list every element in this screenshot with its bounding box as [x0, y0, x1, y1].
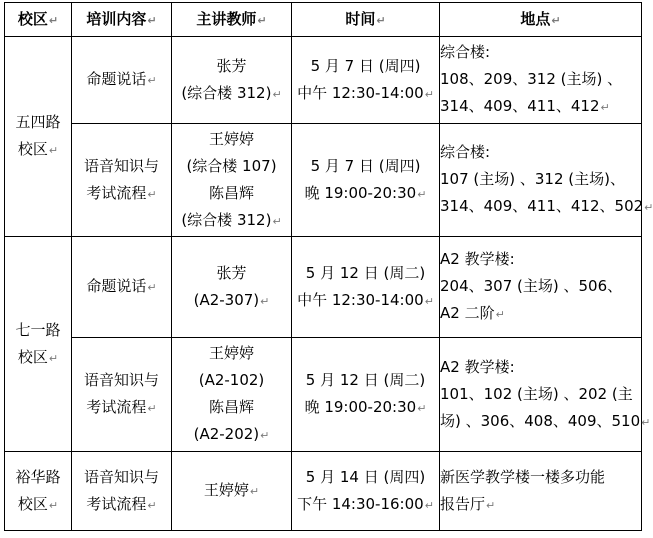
content-text: 考试流程↵: [86, 398, 157, 416]
teacher-room: (A2-202)↵: [193, 425, 270, 443]
teacher-room: (A2-102): [198, 371, 265, 389]
content-text: 语音知识与: [83, 467, 159, 486]
paragraph-mark-icon: ↵: [147, 281, 157, 294]
header-location: 地点↵: [440, 3, 642, 37]
teacher-room: (综合楼 312)↵: [181, 83, 282, 102]
location-cell: [440, 452, 642, 531]
location-cell: [440, 37, 642, 124]
paragraph-mark-icon: ↵: [417, 187, 427, 201]
content-text: 考试流程↵: [86, 183, 157, 202]
location-cell: [440, 338, 651, 452]
location-line: 场) 、306、408、409、510↵: [440, 411, 651, 430]
header-row: [5, 3, 642, 37]
location-line: 101、102 (主场) 、202 (主: [440, 384, 633, 403]
paragraph-mark-icon: ↵: [495, 308, 505, 321]
teacher-cell: [172, 37, 292, 124]
table-row: [5, 37, 642, 124]
paragraph-mark-icon: ↵: [424, 498, 434, 512]
time-range: 下午 14:30-16:00↵: [297, 494, 434, 513]
teacher-room: (综合楼 107): [186, 156, 277, 175]
paragraph-mark-icon: ↵: [600, 101, 610, 114]
teacher-name: 陈昌辉: [208, 398, 254, 416]
paragraph-mark-icon: ↵: [424, 294, 434, 308]
content-cell: [72, 237, 172, 338]
teacher-room: (综合楼 312)↵: [181, 210, 282, 229]
paragraph-mark-icon: ↵: [376, 13, 386, 27]
training-schedule-table: [4, 2, 653, 531]
location-cell: [440, 237, 642, 338]
content-text: 语音知识与: [83, 156, 159, 175]
paragraph-mark-icon: ↵: [147, 74, 157, 87]
header-campus: 校区↵: [5, 3, 72, 37]
time-cell: [292, 338, 440, 452]
paragraph-mark-icon: ↵: [260, 429, 270, 442]
location-line: A2 教学楼:: [440, 357, 515, 376]
time-date: 5 月 12 日 (周二): [305, 263, 426, 282]
teacher-name: 张芳: [216, 56, 247, 75]
paragraph-mark-icon: ↵: [249, 485, 260, 498]
teacher-name: 王婷婷↵: [203, 481, 260, 499]
time-range: 中午 12:30-14:00↵: [297, 290, 434, 309]
paragraph-mark-icon: ↵: [48, 13, 59, 27]
campus-name: 七一路: [15, 320, 61, 339]
teacher-name: 张芳: [216, 263, 247, 282]
campus-cell: [5, 237, 72, 452]
paragraph-mark-icon: ↵: [48, 144, 59, 157]
paragraph-mark-icon: ↵: [147, 498, 157, 512]
time-range: 晚 19:00-20:30↵: [304, 183, 427, 202]
paragraph-mark-icon: ↵: [260, 294, 270, 308]
time-date: 5 月 7 日 (周四): [310, 56, 421, 75]
time-range: 中午 12:30-14:00↵: [297, 83, 434, 102]
paragraph-mark-icon: ↵: [486, 498, 496, 512]
campus-name: 五四路: [15, 113, 61, 131]
paragraph-mark-icon: ↵: [644, 201, 653, 214]
content-cell: [72, 452, 172, 531]
content-text: 语音知识与: [83, 371, 159, 389]
table-row: [5, 237, 642, 338]
teacher-cell: [172, 237, 292, 338]
header-content: 培训内容↵: [72, 3, 172, 37]
paragraph-mark-icon: ↵: [257, 13, 267, 27]
time-range: 晚 19:00-20:30↵: [304, 398, 427, 416]
teacher-name: 陈昌辉: [208, 183, 254, 202]
campus-name: 校区↵: [17, 140, 59, 158]
location-line: 新医学教学楼一楼多功能: [440, 467, 606, 486]
location-line: 314、409、411、412、502↵: [440, 197, 653, 215]
content-text: 考试流程↵: [86, 494, 157, 513]
location-line: A2 二阶↵: [440, 304, 505, 322]
location-line: A2 教学楼:: [440, 250, 515, 268]
time-cell: [292, 124, 440, 237]
paragraph-mark-icon: ↵: [48, 498, 59, 512]
paragraph-mark-icon: ↵: [641, 415, 651, 429]
header-teacher: 主讲教师↵: [172, 3, 292, 37]
time-cell: [292, 37, 440, 124]
paragraph-mark-icon: ↵: [272, 214, 282, 228]
teacher-room: (A2-307)↵: [193, 290, 270, 309]
content-cell: [72, 338, 172, 452]
location-line: 报告厅↵: [440, 494, 496, 513]
content-text: 命题说话↵: [86, 70, 157, 88]
table-row: [5, 452, 642, 531]
paragraph-mark-icon: ↵: [424, 87, 434, 101]
teacher-name: 王婷婷: [208, 129, 254, 148]
table-row: [5, 124, 642, 237]
paragraph-mark-icon: ↵: [147, 13, 157, 27]
campus-cell: [5, 452, 72, 531]
paragraph-mark-icon: ↵: [48, 351, 59, 365]
paragraph-mark-icon: ↵: [147, 402, 157, 415]
paragraph-mark-icon: ↵: [272, 87, 282, 101]
time-cell: [292, 237, 440, 338]
location-line: 综合楼:: [440, 43, 491, 61]
campus-name: 校区↵: [17, 494, 59, 513]
teacher-cell: [172, 338, 292, 452]
paragraph-mark-icon: ↵: [551, 13, 561, 27]
location-line: 314、409、411、412↵: [440, 97, 610, 115]
location-line: 108、209、312 (主场) 、: [440, 70, 623, 88]
content-text: 命题说话↵: [86, 277, 157, 295]
time-cell: [292, 452, 440, 531]
time-date: 5 月 14 日 (周四): [305, 467, 426, 486]
campus-name: 裕华路: [15, 467, 61, 486]
teacher-name: 王婷婷: [208, 344, 254, 362]
location-cell: [440, 124, 653, 237]
location-line: 204、307 (主场) 、506、: [440, 277, 623, 295]
content-cell: [72, 37, 172, 124]
location-line: 107 (主场) 、312 (主场)、: [440, 170, 625, 188]
table-row: [5, 338, 642, 452]
campus-cell: [5, 37, 72, 237]
campus-name: 校区↵: [17, 347, 59, 366]
header-time: 时间↵: [292, 3, 440, 37]
time-date: 5 月 12 日 (周二): [305, 371, 426, 389]
location-line: 综合楼:: [440, 143, 491, 161]
paragraph-mark-icon: ↵: [147, 187, 157, 201]
teacher-cell: [172, 452, 292, 531]
time-date: 5 月 7 日 (周四): [310, 156, 421, 175]
content-cell: [72, 124, 172, 237]
paragraph-mark-icon: ↵: [417, 402, 427, 415]
teacher-cell: [172, 124, 292, 237]
